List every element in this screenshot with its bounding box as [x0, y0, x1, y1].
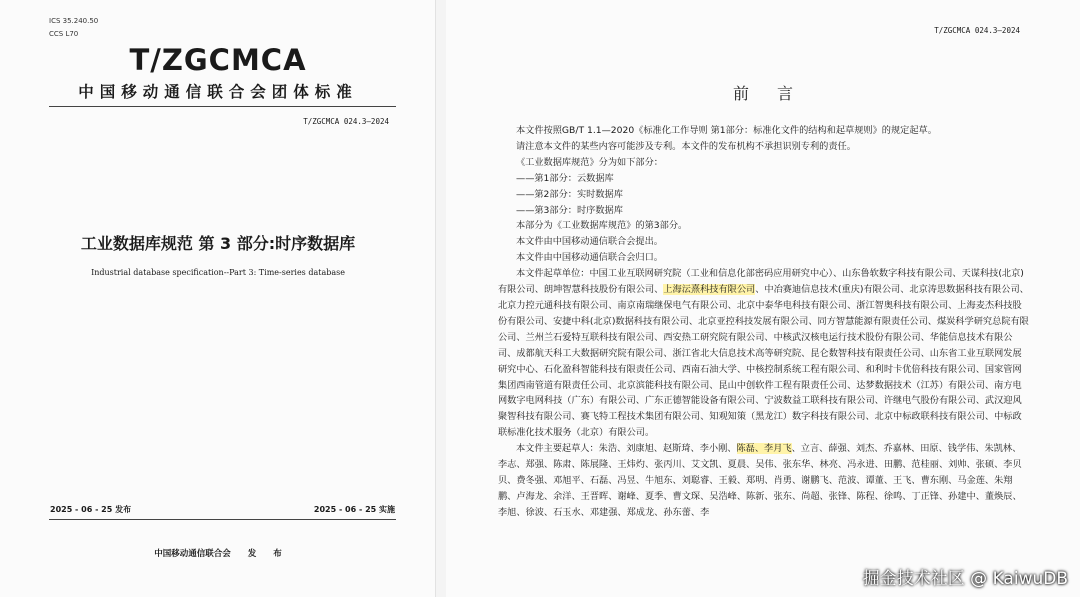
- foreword-body: [498, 123, 1030, 521]
- cover-page: [0, 0, 436, 597]
- list-item: ——第3部分：时序数据库: [516, 204, 623, 216]
- list-item: ——第2部分：实时数据库: [516, 188, 623, 200]
- organization-title: 中国移动通信联合会团体标准: [78, 83, 358, 101]
- paragraph: 本文件由中国移动通信联合会归口。: [516, 252, 663, 264]
- drafters-paragraph: [498, 441, 1030, 521]
- document-title-en: Industrial database specification--Part 3: Time-series database: [91, 268, 345, 277]
- drafting-units-text: 、中冶赛迪信息技术(重庆)有限公司、北京涛思数据科技有限公司、北京力控元通科技有限公司、南京南瑞继保电气有限公司、北京中泰华电科技有限公司、浙江智奥科技有限公司、上海麦杰科技股份有限公司、安捷中科(北京)数据科技有限公司、北京亚控科技发展有限公司、同方智慧能源有限责任公司、煤炭科学研究总院有限公司、兰州兰石爱特互联科技有限公司、西安热工研究院有限公司、中核武汉核电运行技术股份有限公司、华能信息技术有限公司、成都航天科工大数据研究院有限公司、浙江省北大信息技术高等研究院、昆仑数智科技有限责任公司、山东省工业互联网发展研究中心、石化盈科智能科技有限责任公司、西南石油大学、中核控制系统工程有限公司、和利时卡优倍科技有限公司、国家管网集团西南管道有限责任公司、北京滨能科技有限公司、昆山中创软件工程有限责任公司、达梦数据技术（江苏）有限公司、南方电网数字电网科技（广东）有限公司、广东正德智能设备有限公司、宁波数益工联科技有限公司、许继电气股份有限公司、武汉迎风聚智科技有限公司、赛飞特工程技术集团有限公司、知观知策（黑龙江）数字科技有限公司、北京中标政联科技有限公司、中标政联标准化技术服务（北京）有限公司。: [498, 284, 1029, 439]
- highlighted-drafters: 陈磊、李月飞: [736, 443, 792, 455]
- standard-number: T/ZGCMCA 024.3—2024: [934, 26, 1020, 35]
- divider: [49, 106, 396, 107]
- highlighted-unit: 上海沄熹科技有限公司: [663, 284, 756, 296]
- foreword-page: [446, 0, 1080, 597]
- document-title-cn: 工业数据库规范 第 3 部分:时序数据库: [80, 234, 356, 253]
- ccs-code: CCS L70: [49, 30, 79, 38]
- implement-date: 2025 - 06 - 25 实施: [313, 505, 395, 514]
- drafters-text: 、立言、薛强、刘杰、乔嘉林、田原、钱学伟、朱凯林、李志、郑强、陈肃、陈展隆、王炜灼、张丙川、艾文凯、夏晨、吴伟、张东华、林亮、冯永进、田鹏、范桂丽、刘帅、张硕、李贝贝、费冬强、邓旭平、石磊、冯昱、牛旭东、刘聪睿、王毅、郑明、肖勇、谢鹏飞、范波、谭董、王飞、曹东刚、马金莲、朱翔鹏、卢海龙、余洋、王晋晖、谢峰、夏季、曹文琛、吴浩峰、陈新、张东、尚超、张锋、陈程、徐鸣、丁正锋、孙建中、董焕辰、李旭、徐波、石玉水、邓建强、郑成龙、孙东蕾、李: [498, 443, 1022, 518]
- publish-date: 2025 - 06 - 25 发布: [50, 505, 132, 514]
- ics-code: ICS 35.240.50: [49, 17, 99, 25]
- paragraph: 请注意本文件的某些内容可能涉及专利。本文件的发布机构不承担识别专利的责任。: [516, 140, 856, 152]
- list-item: ——第1部分：云数据库: [516, 172, 614, 184]
- standard-code-title: T/ZGCMCA: [129, 43, 307, 77]
- drafting-units-paragraph: [498, 266, 1030, 441]
- paragraph: 《工业数据库规范》分为如下部分：: [516, 156, 663, 168]
- paragraph: 本文件由中国移动通信联合会提出。: [516, 236, 663, 248]
- paragraph: 本文件按照GB/T 1.1—2020《标准化工作导则 第1部分：标准化文件的结构和起草规则》的规定起草。: [516, 125, 937, 136]
- standard-number: T/ZGCMCA 024.3—2024: [303, 117, 389, 126]
- divider: [49, 519, 396, 520]
- drafters-text: 本文件主要起草人：朱浩、刘康旭、赵斯琦、李小刚、: [516, 443, 737, 455]
- drafting-units-text: 本文件起草单位：中国工业互联网研究院（工业和信息化部密码应用研究中心）、山东鲁软数字科技有限公司、天谋科技(北京)有限公司、朗坤智慧科技股份有限公司、: [498, 268, 1024, 296]
- publisher: 中国移动通信联合会 发 布: [154, 549, 282, 559]
- paragraph: 本部分为《工业数据库规范》的第3部分。: [516, 220, 688, 232]
- watermark: 掘金技术社区 @ KaiwuDB: [862, 569, 1068, 589]
- foreword-heading: 前言: [732, 84, 821, 103]
